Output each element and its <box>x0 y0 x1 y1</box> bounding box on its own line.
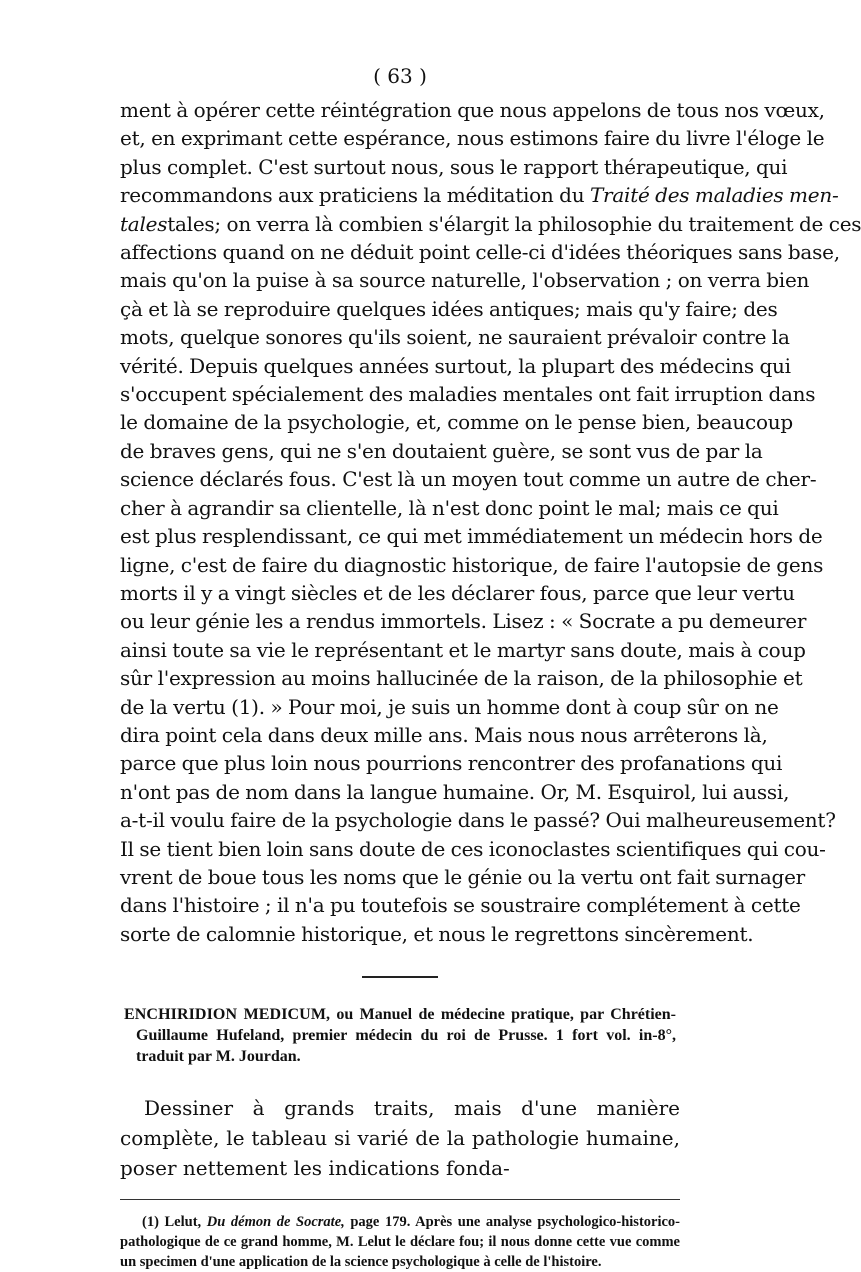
text-line: dira point cela dans deux mille ans. Mais nous nous arrêterons là, <box>120 722 768 747</box>
footnote-author: Lelut, <box>158 1214 207 1231</box>
main-paragraph <box>120 96 861 948</box>
text-line: sûr l'expression au moins hallucinée de la raison, de la philosophie et <box>120 666 803 691</box>
text-line: vrent de boue tous les noms que le génie ou la vertu ont fait surnager <box>120 864 805 889</box>
text-line: a-t-il voulu faire de la psychologie dans le passé? Oui malheureusement? <box>120 808 836 833</box>
text-line: vérité. Depuis quelques années surtout, la plupart des médecins qui <box>120 353 791 378</box>
text-line: est plus resplendissant, ce qui met immédiatement un médecin hors de <box>120 524 823 549</box>
page-number: ( 63 ) <box>373 64 427 88</box>
text-line: s'occupent spécialement des maladies mentales ont fait irruption dans <box>120 382 816 407</box>
footnote-rule <box>120 1199 680 1200</box>
footnote-text: page 179. Après une analyse psychologico-historico-pathologique de ce grand homme, M. Lelut le déclare fou; il nous donne cette vue comme un specimen d'une application de la science psychologique à celle de l'histoire. <box>120 1214 681 1271</box>
book-title-italic: Traité des maladies men- <box>589 183 839 208</box>
review-heading <box>124 1004 676 1067</box>
review-book-details: , ou Manuel de médecine pratique, par Chrétien-Guillaume Hufeland, premier médecin du roi de Prusse. 1 fort vol. in-8°, traduit par M. Jourdan. <box>136 1006 676 1066</box>
text-line: çà et là se reproduire quelques idées antiques; mais qu'y faire; des <box>120 296 778 321</box>
text-line: ment à opérer cette réintégration que nous appelons de tous nos vœux, <box>120 98 825 122</box>
text-line: morts il y a vingt siècles et de les déclarer fous, parce que leur vertu <box>120 580 795 605</box>
main-text-block <box>120 96 861 948</box>
footnote-marker: (1) <box>142 1214 159 1231</box>
text-line-with-title <box>120 181 839 209</box>
text-line: ligne, c'est de faire du diagnostic historique, de faire l'autopsie de gens <box>120 552 824 577</box>
text-line: n'ont pas de nom dans la langue humaine. Or, M. Esquirol, lui aussi, <box>120 779 790 804</box>
text-line-start: recommandons aux praticiens la méditation du <box>120 183 590 208</box>
text-line: mots, quelque sonores qu'ils soient, ne sauraient prévaloir contre la <box>120 325 790 350</box>
text-line: ou leur génie les a rendus immortels. Lisez : « Socrate a pu demeurer <box>120 609 807 634</box>
text-line: cher à agrandir sa clientelle, là n'est donc point le mal; mais ce qui <box>120 495 779 520</box>
text-line: sorte de calomnie historique, et nous le regrettons sincèrement. <box>120 921 754 946</box>
review-paragraph: Dessiner à grands traits, mais d'une manière complète, le tableau si varié de la pathologie humaine, poser nettement les indications fonda- <box>120 1096 680 1181</box>
text-line-rest: tales; on verra là combien s'élargit la philosophie du traitement de ces <box>167 211 861 236</box>
text-line: de braves gens, qui ne s'en doutaient guère, se sont vus de par la <box>120 438 763 463</box>
footnote <box>120 1212 680 1272</box>
review-book-title: ENCHIRIDION MEDICUM <box>124 1006 327 1024</box>
text-line: et, en exprimant cette espérance, nous estimons faire du livre l'éloge le <box>120 126 825 151</box>
text-line-with-title <box>120 210 861 238</box>
book-title-italic-end: tales <box>120 211 168 236</box>
section-divider <box>362 976 438 978</box>
text-line: mais qu'on la puise à sa source naturelle, l'observation ; on verra bien <box>120 268 810 293</box>
text-line: ainsi toute sa vie le représentant et le martyr sans doute, mais à coup <box>120 637 806 662</box>
text-line: parce que plus loin nous pourrions rencontrer des profanations qui <box>120 751 783 776</box>
text-line: plus complet. C'est surtout nous, sous le rapport thérapeutique, qui <box>120 154 788 179</box>
text-line: dans l'histoire ; il n'a pu toutefois se soustraire complétement à cette <box>120 893 801 918</box>
text-line: le domaine de la psychologie, et, comme on le pense bien, beaucoup <box>120 410 793 435</box>
text-line: de la vertu (1). » Pour moi, je suis un homme dont à coup sûr on ne <box>120 694 779 719</box>
text-line: science déclarés fous. C'est là un moyen tout comme un autre de cher- <box>120 467 817 492</box>
book-page <box>120 62 861 1272</box>
text-line: affections quand on ne déduit point celle-ci d'idées théoriques sans base, <box>120 240 840 265</box>
footnote-work-title: Du démon de Socrate, <box>206 1214 345 1231</box>
text-line: Il se tient bien loin sans doute de ces iconoclastes scientifiques qui cou- <box>120 836 826 861</box>
